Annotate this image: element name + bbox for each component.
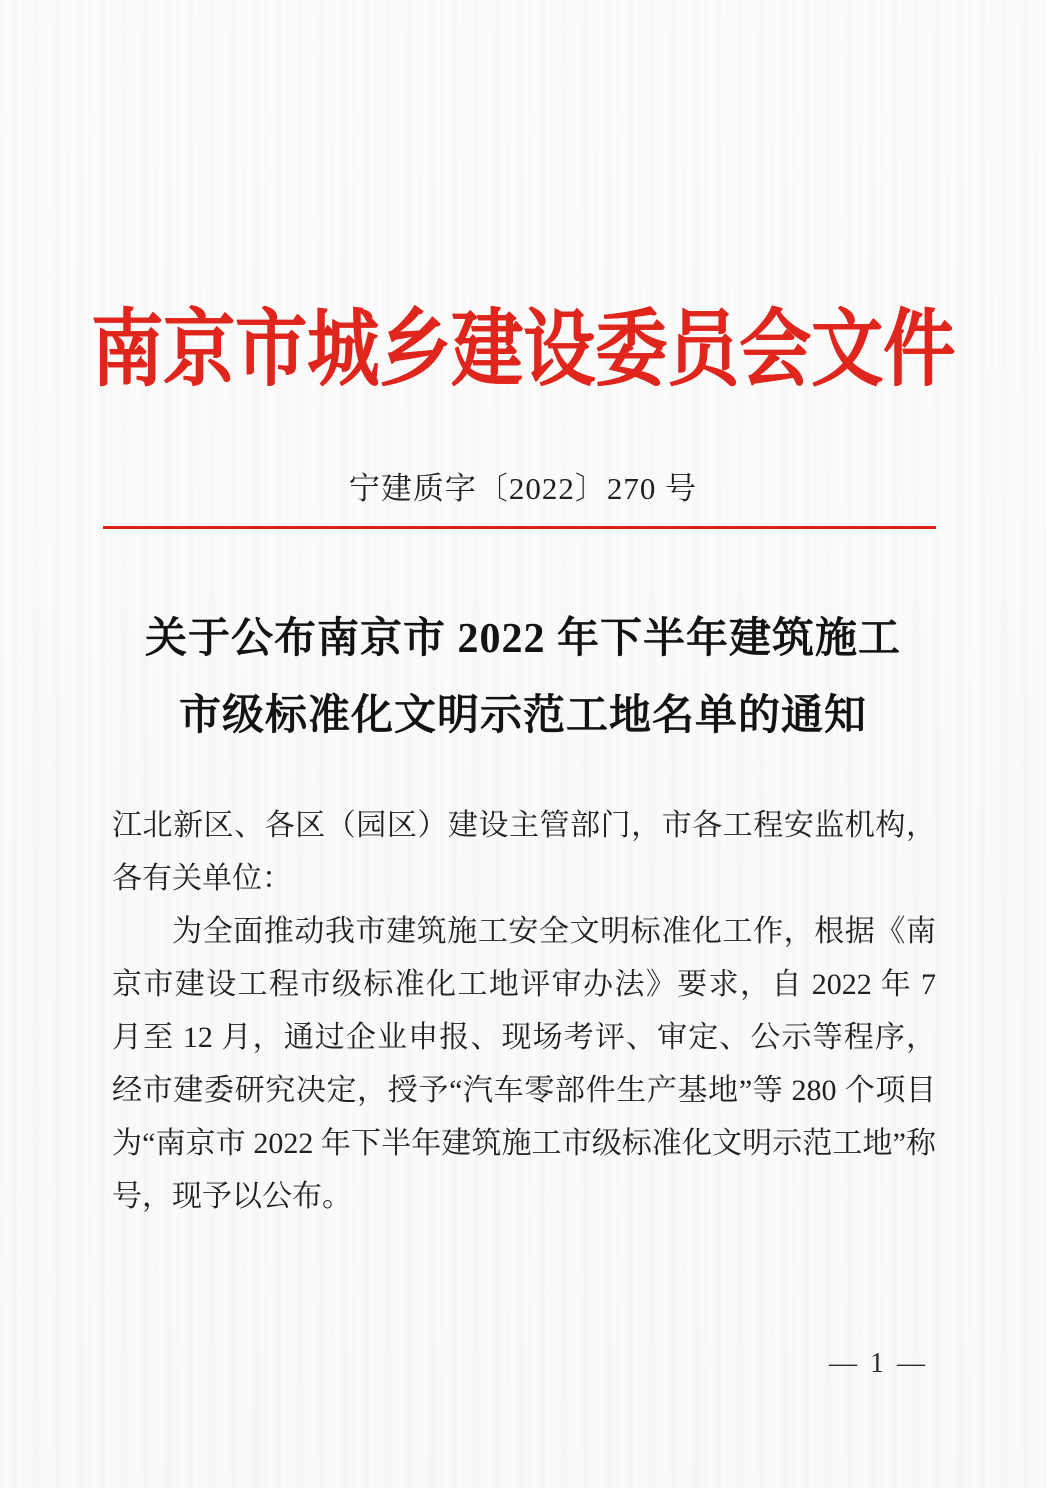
page-number: — 1 — bbox=[829, 1348, 928, 1379]
issuing-authority-header: 南京市城乡建设委员会文件 bbox=[90, 303, 955, 397]
document-reference-number: 宁建质字〔2022〕270 号 bbox=[348, 471, 698, 506]
document-title-line1: 关于公布南京市 2022 年下半年建筑施工 bbox=[144, 616, 901, 662]
document-title bbox=[0, 601, 1046, 755]
document-title-line2: 市级标准化文明示范工地名单的通知 bbox=[178, 693, 867, 739]
body-paragraph: 为全面推动我市建筑施工安全文明标准化工作，根据《南京市建设工程市级标准化工地评审办法》要求，自 2022 年 7 月至 12 月，通过企业申报、现场考评、审定、公示等程序，经市建委研究决定，授予“汽车零部件生产基地”等 280 个项目为“南京市 2022 年下半年建筑施工市级标准化文明示范工地”称号，现予以公布。 bbox=[112, 915, 936, 1213]
document-body bbox=[112, 799, 936, 1223]
recipients-line: 江北新区、各区（园区）建设主管部门，市各工程安监机构，各有关单位： bbox=[112, 809, 936, 895]
header-divider-line bbox=[103, 526, 936, 529]
